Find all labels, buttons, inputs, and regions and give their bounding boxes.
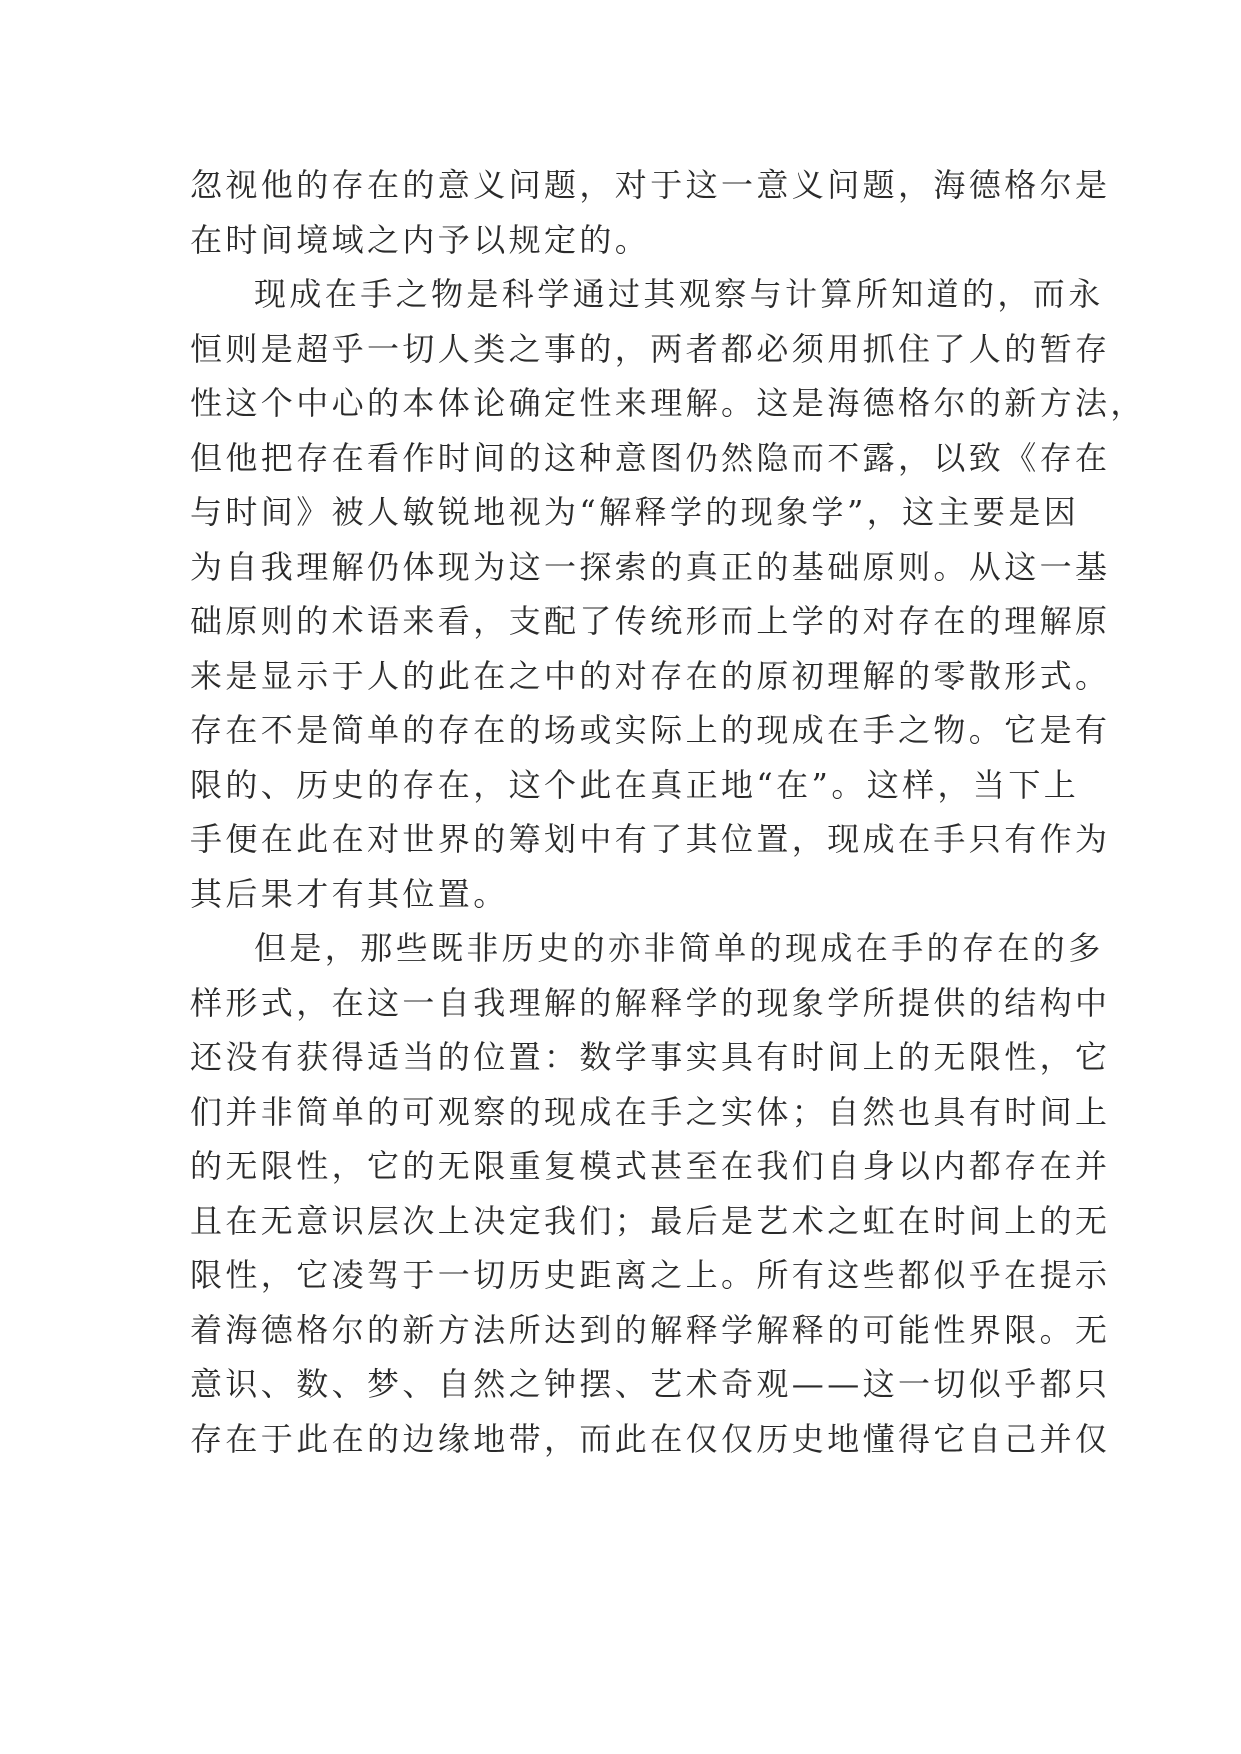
text-line: 们并非简单的可观察的现成在手之实体；自然也具有时间上 [190,1092,1111,1131]
text-line: 的无限性，它的无限重复模式甚至在我们自身以内都存在并 [190,1147,1111,1185]
text-line: 忽视他的存在的意义问题，对于这一意义问题，海德格尔是 [190,166,1111,204]
text-line: 但他把存在看作时间的这种意图仍然隐而不露，以致《存在 [190,438,1111,477]
text-line: 限性，它凌驾于一切历史距离之上。所有这些都似乎在提示 [190,1256,1111,1294]
body-text [190,158,1146,1466]
text-line: 存在于此在的边缘地带，而此在仅仅历史地懂得它自己并仅 [190,1419,1111,1458]
text-line: 其后果才有其位置。 [190,874,509,913]
text-line: 恒则是超乎一切人类之事的，两者都必须用抓住了人的暂存 [190,329,1111,368]
text-line: 为自我理解仍体现为这一探索的真正的基础原则。从这一基 [190,547,1111,586]
text-line: 意识、数、梦、自然之钟摆、艺术奇观——这一切似乎都只 [190,1365,1111,1403]
paragraph-first-line: 现成在手之物是科学通过其观察与计算所知道的，而永 [254,275,1104,313]
text-line: 在时间境域之内予以规定的。 [190,220,651,259]
text-line: 着海德格尔的新方法所达到的解释学解释的可能性界限。无 [190,1310,1111,1349]
text-line: 还没有获得适当的位置：数学事实具有时间上的无限性，它 [190,1038,1111,1076]
text-line: 存在不是简单的存在的场或实际上的现成在手之物。它是有 [190,711,1111,749]
text-line: 且在无意识层次上决定我们；最后是艺术之虹在时间上的无 [190,1201,1111,1240]
text-line: 来是显示于人的此在之中的对存在的原初理解的零散形式。 [190,656,1111,695]
text-line: 限的、历史的存在，这个此在真正地“在”。这样，当下上 [190,765,1080,804]
text-line: 础原则的术语来看，支配了传统形而上学的对存在的理解原 [190,602,1111,640]
paragraph-first-line: 但是，那些既非历史的亦非简单的现成在手的存在的多 [254,929,1104,967]
text-line: 与时间》被人敏锐地视为“解释学的现象学”，这主要是因 [190,493,1080,531]
text-line: 性这个中心的本体论确定性来理解。这是海德格尔的新方法， [190,384,1146,422]
text-line: 样形式，在这一自我理解的解释学的现象学所提供的结构中 [190,983,1111,1022]
text-line: 手便在此在对世界的筹划中有了其位置，现成在手只有作为 [190,820,1111,858]
